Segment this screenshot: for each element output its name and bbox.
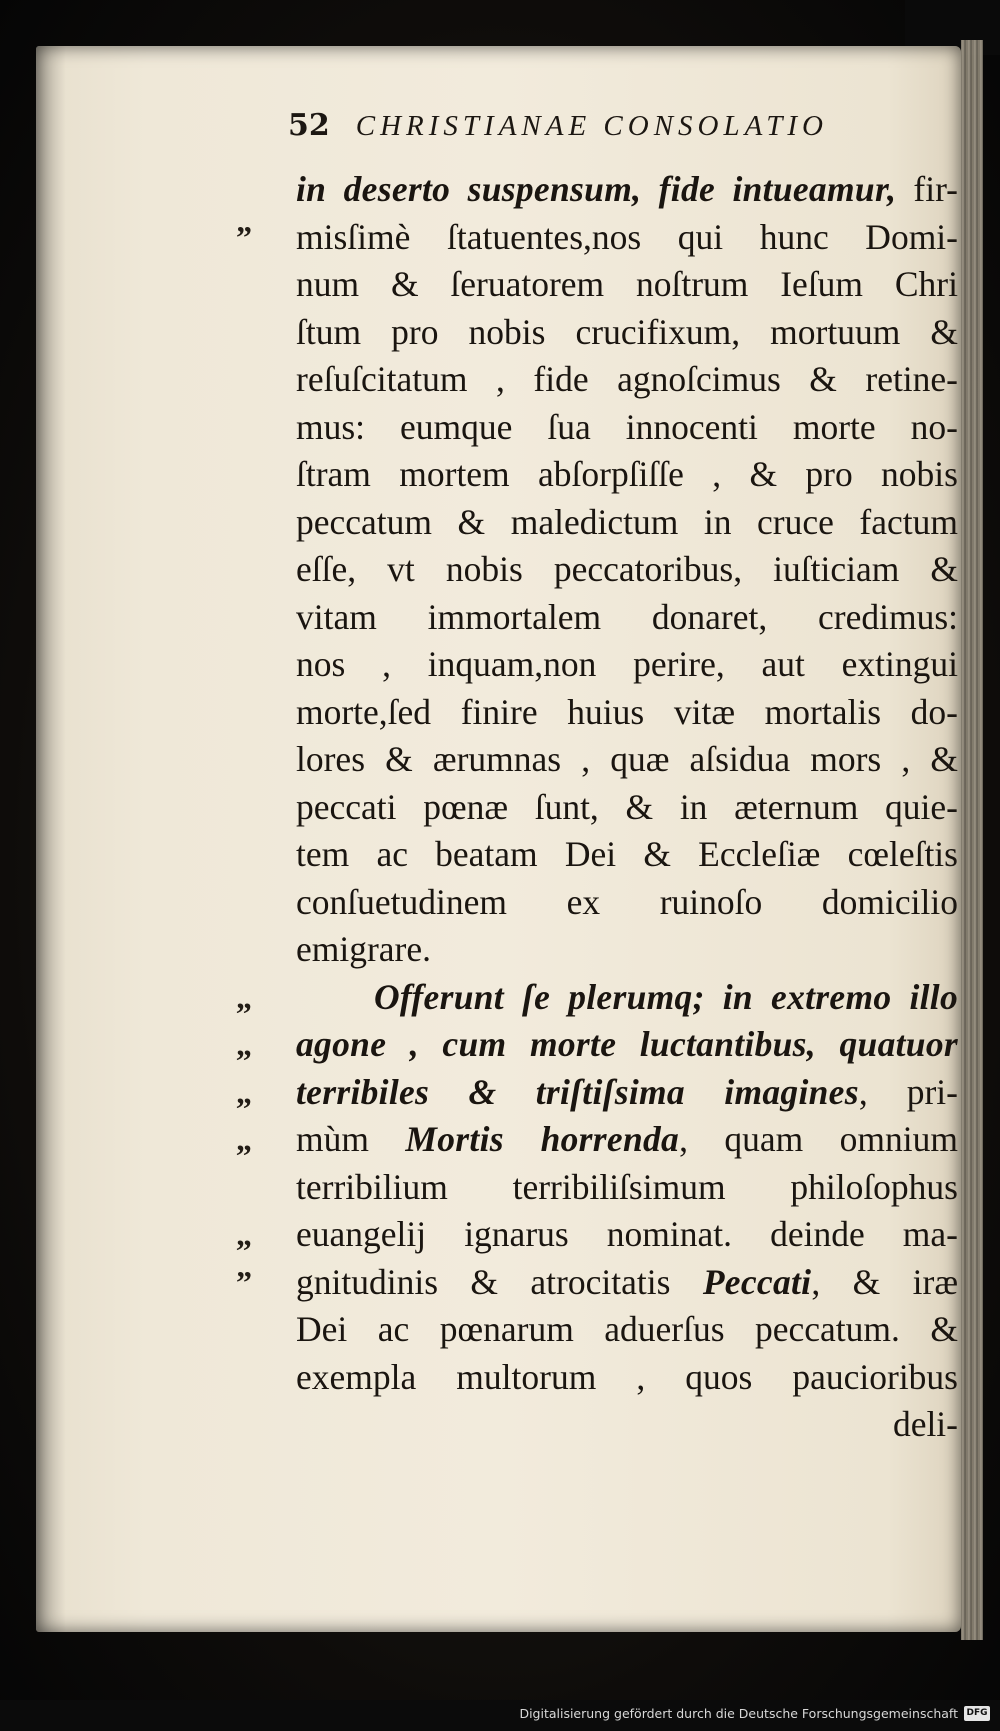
text-line [296,831,966,879]
quotation-mark: „ [236,1026,254,1062]
line-text: vitam immortalem donaret, credimus: [296,596,958,637]
text-line [236,1021,966,1069]
page-header [288,108,938,152]
line-text: conſuetudinem ex ruinoſo domicilio [296,881,958,922]
line-text: euangelij ignarus nominat. deinde ma- [296,1214,958,1254]
text-line [296,261,966,309]
line-text: terribiles & triſtiſsima imagines, pri- [296,1071,958,1112]
text-line [236,1116,966,1164]
quotation-mark: „ [236,978,254,1015]
text-line [296,404,966,452]
text-line [296,1401,966,1449]
line-text: emigrare. [296,929,432,969]
text-line [296,594,966,642]
line-text: Dei ac pœnarum aduerſus peccatum. & [296,1309,958,1349]
dfg-logo: DFG [964,1706,990,1721]
text-line [296,451,966,499]
text-line [296,689,966,737]
line-text: deli- [892,1404,958,1444]
line-text: peccatum & maledictum in cruce factum [296,501,958,542]
line-text: ſtum pro nobis crucifixum, mortuum & [296,311,958,352]
page-number: 52 [288,108,330,143]
line-text: tem ac beatam Dei & Eccleſiæ cœleſtis [296,834,958,874]
footer-credit: Digitalisierung gefördert durch die Deutsche Forschungsgemeinschaft [519,1706,958,1721]
text-line [236,974,966,1022]
text-line [296,309,966,357]
text-line [296,736,966,784]
quotation-mark: „ [236,1216,254,1252]
line-text: misſimè ſtatuentes,nos qui hunc Domi- [296,216,958,257]
text-line [296,879,966,927]
line-text: nos , inquam,non perire, aut extingui [296,644,958,684]
text-line [296,166,966,214]
spine-shadow [36,46,66,1632]
quotation-mark: ” [236,218,254,255]
text-line [296,926,966,974]
text-line [296,1164,966,1212]
line-text: lores & ærumnas , quæ aſsidua mors , & [296,739,958,779]
line-text: gnitudinis & atrocitatis Peccati, & iræ [296,1261,958,1302]
line-text: exempla multorum , quos paucioribus [296,1356,958,1397]
body-text [236,166,966,1449]
text-line [236,1211,966,1259]
line-text: eſſe, vt nobis peccatoribus, iuſticiam & [296,549,958,589]
line-text: reſuſcitatum , fide agnoſcimus & retine- [296,359,958,399]
line-text: agone , cum morte luctantibus, quatuor [296,1024,958,1064]
text-line [296,1354,966,1402]
line-text: in deserto suspensum, fide intueamur, fir- [296,169,958,209]
text-line [296,356,966,404]
text-line [296,641,966,689]
quotation-mark: „ [236,1073,254,1110]
quotation-mark: „ [236,1121,254,1157]
line-text: num & ſeruatorem noſtrum Ieſum Chri [296,264,958,304]
line-text: Offerunt ſe plerumq; in extremo illo [374,976,958,1017]
line-text: terribilium terribiliſsimum philoſophus [296,1166,958,1207]
footer-bar [0,1700,1000,1731]
text-line [236,1069,966,1117]
line-text: mus: eumque ſua innocenti morte no- [296,406,958,447]
text-line [236,214,966,262]
text-line [296,499,966,547]
running-head: CHRISTIANAE CONSOLATIO [355,110,828,142]
line-text: peccati pœnæ ſunt, & in æternum quie- [296,786,958,827]
quotation-mark: ” [236,1263,254,1300]
line-text: ſtram mortem abſorpſiſſe , & pro nobis [296,454,958,494]
text-line [236,1259,966,1307]
text-line [296,1306,966,1354]
text-line [296,546,966,594]
text-line [296,784,966,832]
line-text: morte,ſed finire huius vitæ mortalis do- [296,691,958,732]
line-text: mùm Mortis horrenda, quam omnium [296,1119,958,1159]
